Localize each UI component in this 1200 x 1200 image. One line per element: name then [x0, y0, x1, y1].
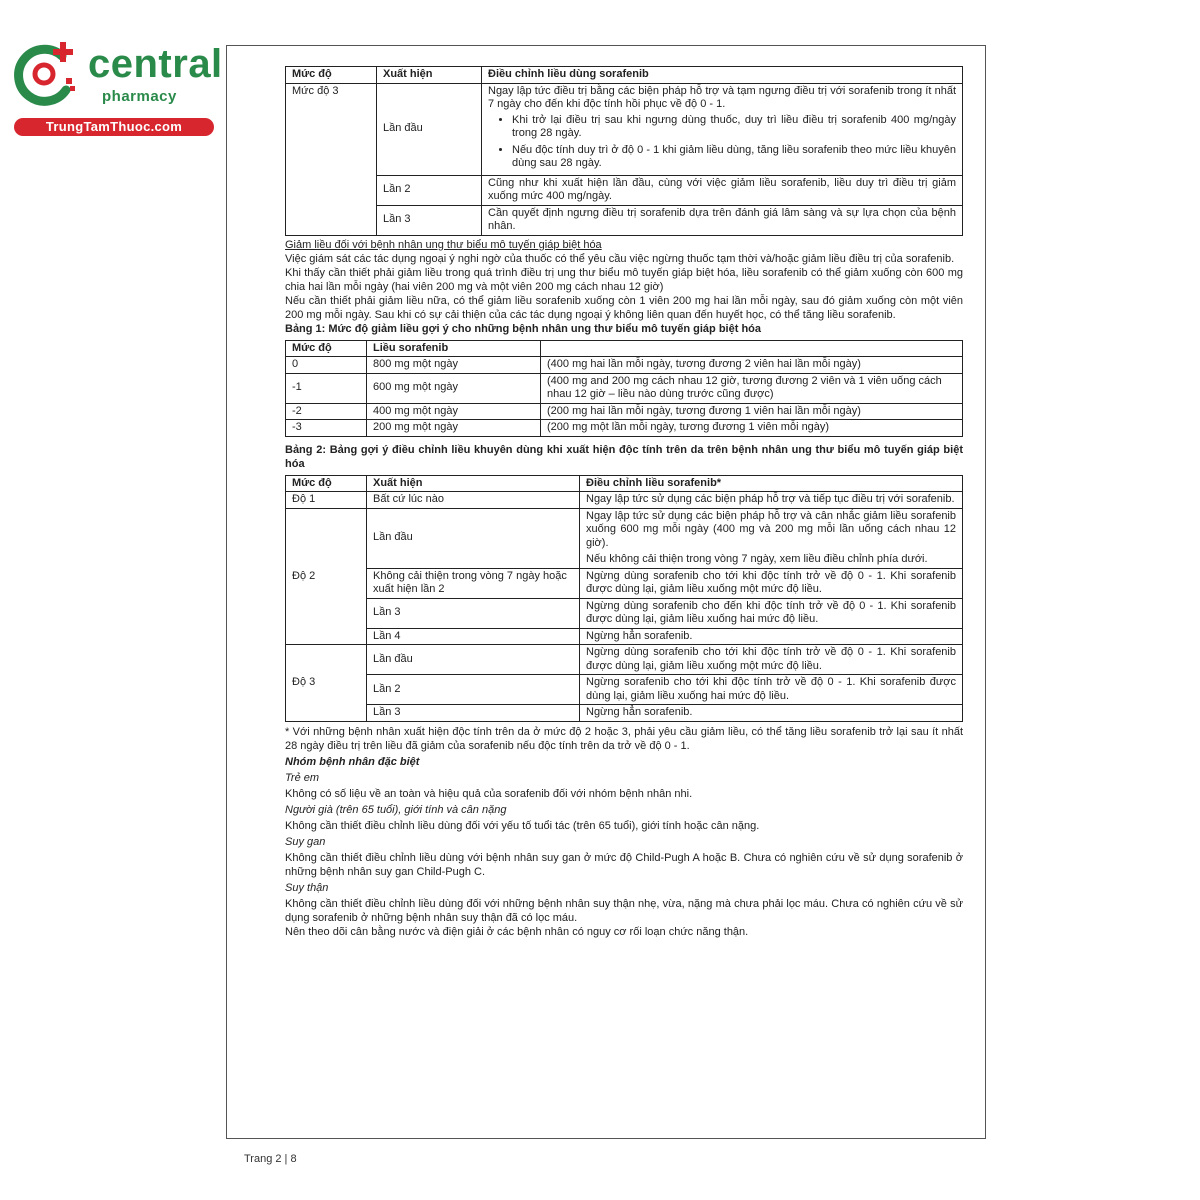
table-cell: -3	[286, 420, 367, 437]
table-header: Xuất hiện	[377, 67, 482, 84]
table-row	[286, 568, 963, 598]
dose-level-table	[285, 340, 963, 437]
table-cell: Ngừng dùng sorafenib cho tới khi độc tính trở về độ 0 - 1. Khi sorafenib được dùng lại, giảm liều xuống một mức độ liều.	[580, 568, 963, 598]
table-header: Điều chỉnh liều dùng sorafenib	[482, 67, 963, 84]
table-cell: Bất cứ lúc nào	[367, 492, 580, 509]
table-row	[286, 645, 963, 675]
table-header: Điều chỉnh liều sorafenib*	[580, 475, 963, 492]
table-row	[286, 83, 963, 175]
table-cell: Ngừng dùng sorafenib cho tới khi độc tính trở về độ 0 - 1. Khi sorafenib được dùng lại, giảm liều xuống một mức độ liều.	[580, 645, 963, 675]
subsection-title: Trẻ em	[285, 771, 320, 784]
central-logo-icon	[10, 38, 82, 110]
list-item: • Khi trở lại điều trị sau khi ngưng dùng thuốc, duy trì liều điều trị sorafenib 400 mg/ngày trong 28 ngày.	[512, 114, 956, 141]
table-cell: (400 mg and 200 mg cách nhau 12 giờ, tương đương 2 viên và 1 viên uống cách nhau 12 giờ – liều nào dùng trước cũng được)	[541, 373, 963, 403]
table-cell: Lần 3	[367, 705, 580, 722]
table-cell: Ngừng hẳn sorafenib.	[580, 628, 963, 645]
table-cell: Lần đầu	[377, 83, 482, 175]
table-row	[286, 705, 963, 722]
paragraph: Khi thấy cần thiết phải giảm liều trong quá trình điều trị ung thư biểu mô tuyến giáp biệt hóa, liều sorafenib có thể giảm xuống còn 600 mg chia hai lần mỗi ngày (hai viên 200 mg và một viên 200 mg cách nhau 12 giờ)	[285, 266, 963, 293]
document-page	[226, 45, 986, 1139]
table-cell: Lần 4	[367, 628, 580, 645]
section-heading: Giảm liều đối với bệnh nhân ung thư biểu mô tuyến giáp biệt hóa	[285, 238, 602, 251]
table-cell	[580, 508, 963, 568]
table-cell: Mức độ 3	[286, 83, 377, 235]
section-heading: Nhóm bệnh nhân đặc biệt	[285, 755, 420, 768]
cell-text: Ngay lập tức sử dụng các biện pháp hỗ trợ và cân nhắc giảm liều sorafenib xuống 600 mg mỗi ngày (400 mg và 200 mg mỗi lần uống cách nhau 12 giờ).	[586, 509, 956, 549]
paragraph: Không cần thiết điều chỉnh liều dùng đối với yếu tố tuổi tác (trên 65 tuổi), giới tính hoặc cân nặng.	[285, 819, 760, 832]
table-row	[286, 508, 963, 568]
table-row	[286, 175, 963, 205]
subsection-title: Người già (trên 65 tuổi), giới tính và cân nặng	[285, 803, 507, 816]
bullet-list	[488, 114, 956, 171]
table-cell: Ngừng hẳn sorafenib.	[580, 705, 963, 722]
table-caption: Bảng 1: Mức độ giảm liều gợi ý cho những bệnh nhân ung thư biểu mô tuyến giáp biệt hóa	[285, 322, 761, 335]
table-cell: Ngừng sorafenib cho tới khi độc tính trở về độ 0 - 1. Khi sorafenib được dùng lại, giảm liều xuống hai mức độ liều.	[580, 675, 963, 705]
table-cell: Lần 2	[367, 675, 580, 705]
brand-name: central	[88, 42, 223, 86]
table-row	[286, 340, 963, 357]
cell-text: Ngay lập tức điều trị bằng các biện pháp hỗ trợ và tạm ngưng điều trị với sorafenib trong ít nhất 7 ngày cho đến khi độc tính hồi phục về độ 0 - 1.	[488, 84, 956, 110]
table-row	[286, 357, 963, 374]
table-cell: Lần 3	[367, 598, 580, 628]
table-header: Mức độ	[286, 475, 367, 492]
table-header: Mức độ	[286, 340, 367, 357]
paragraph: Không có số liệu về an toàn và hiệu quả của sorafenib đối với nhóm bệnh nhân nhi.	[285, 787, 693, 800]
table-cell	[482, 83, 963, 175]
table-row	[286, 67, 963, 84]
table-cell: Không cải thiện trong vòng 7 ngày hoặc xuất hiện lần 2	[367, 568, 580, 598]
table-header: Liều sorafenib	[367, 340, 541, 357]
paragraph: Không cần thiết điều chỉnh liều dùng với bệnh nhân suy gan ở mức độ Child-Pugh A hoặc B. Chưa có nghiên cứu về sử dụng sorafenib ở những bệnh nhân suy gan Child-Pugh C.	[285, 851, 963, 878]
table-header: Mức độ	[286, 67, 377, 84]
paragraph: Không cần thiết điều chỉnh liều dùng đối với những bệnh nhân suy thận nhẹ, vừa, nặng mà chưa phải lọc máu. Chưa có nghiên cứu về sử dụng sorafenib ở những bệnh nhân suy thận đã có lọc máu.	[285, 897, 963, 924]
table-cell: 800 mg một ngày	[367, 357, 541, 374]
table-cell: Lần 3	[377, 205, 482, 235]
paragraph: Nên theo dõi cân bằng nước và điện giải ở các bệnh nhân có nguy cơ rối loạn chức năng thận.	[285, 925, 749, 938]
document-body	[285, 66, 963, 939]
table-row	[286, 628, 963, 645]
brand-site[interactable]: TrungTamThuoc.com	[14, 118, 214, 136]
table-cell: -1	[286, 373, 367, 403]
table-cell: (200 mg một lần mỗi ngày, tương đương 1 viên mỗi ngày)	[541, 420, 963, 437]
table-row	[286, 373, 963, 403]
table-cell: 0	[286, 357, 367, 374]
table-cell: -2	[286, 403, 367, 420]
skin-toxicity-table	[285, 475, 963, 722]
central-pharmacy-logo[interactable]	[10, 38, 223, 138]
table-cell: Cũng như khi xuất hiện lần đầu, cùng với việc giảm liều sorafenib, liều duy trì điều trị giảm xuống mức 400 mg/ngày.	[482, 175, 963, 205]
table-row	[286, 598, 963, 628]
table-cell: 400 mg một ngày	[367, 403, 541, 420]
table-cell: Lần 2	[377, 175, 482, 205]
subsection-title: Suy gan	[285, 835, 326, 848]
table-cell: 200 mg một ngày	[367, 420, 541, 437]
table-cell: Lần đầu	[367, 645, 580, 675]
cell-text: Nếu không cải thiện trong vòng 7 ngày, xem liều điều chỉnh phía dưới.	[586, 553, 928, 565]
table-caption: Bảng 2: Bảng gợi ý điều chỉnh liều khuyên dùng khi xuất hiện độc tính trên da trên bệnh nhân ung thư biểu mô tuyến giáp biệt hóa	[285, 443, 963, 470]
table-row	[286, 205, 963, 235]
table-cell: Ngừng dùng sorafenib cho đến khi độc tính trở về độ 0 - 1. Khi sorafenib được dùng lại, giảm liều xuống hai mức độ liều.	[580, 598, 963, 628]
page-number: Trang 2 | 8	[244, 1153, 297, 1165]
table-cell: Độ 2	[286, 508, 367, 645]
list-item: • Nếu độc tính duy trì ở độ 0 - 1 khi giảm liều dùng, tăng liều sorafenib theo mức liều khuyên dùng sau 28 ngày.	[512, 144, 956, 171]
table-cell: (400 mg hai lần mỗi ngày, tương đương 2 viên hai lần mỗi ngày)	[541, 357, 963, 374]
table-cell: Lần đầu	[367, 508, 580, 568]
table-cell: Độ 3	[286, 645, 367, 722]
table-row	[286, 675, 963, 705]
brand-sub: pharmacy	[102, 88, 177, 105]
table-row	[286, 420, 963, 437]
table-footnote: * Với những bệnh nhân xuất hiện độc tính trên da ở mức độ 2 hoặc 3, phải yêu cầu giảm liều, có thể tăng liều sorafenib trở lại sau ít nhất 28 ngày điều trị trên liều đã giảm của sorafenib nếu độc tính trên da trở về độ 0 - 1.	[285, 725, 963, 752]
table-row	[286, 492, 963, 509]
table-header	[541, 340, 963, 357]
paragraph: Nếu cần thiết phải giảm liều nữa, có thể giảm liều sorafenib xuống còn 1 viên 200 mg hai lần mỗi ngày, sau đó giảm xuống còn một viên 200 mg mỗi ngày. Sau khi có sự cải thiện của các tác dụng ngoại ý không liên quan đến huyết học, có thể tăng liều sorafenib.	[285, 294, 963, 321]
table-cell: 600 mg một ngày	[367, 373, 541, 403]
table-row	[286, 475, 963, 492]
table-cell: Ngay lập tức sử dụng các biện pháp hỗ trợ và tiếp tục điều trị với sorafenib.	[580, 492, 963, 509]
table-cell: Độ 1	[286, 492, 367, 509]
table-row	[286, 403, 963, 420]
paragraph: Việc giám sát các tác dụng ngoại ý nghi ngờ của thuốc có thể yêu cầu việc ngừng thuốc tạm thời và/hoặc giảm liều điều trị của sorafenib.	[285, 252, 955, 265]
table-cell: Cần quyết định ngưng điều trị sorafenib dựa trên đánh giá lâm sàng và sự lựa chọn của bệnh nhân.	[482, 205, 963, 235]
table-cell: (200 mg hai lần mỗi ngày, tương đương 1 viên hai lần mỗi ngày)	[541, 403, 963, 420]
subsection-title: Suy thận	[285, 881, 329, 894]
dose-adjust-table-top	[285, 66, 963, 236]
table-header: Xuất hiện	[367, 475, 580, 492]
